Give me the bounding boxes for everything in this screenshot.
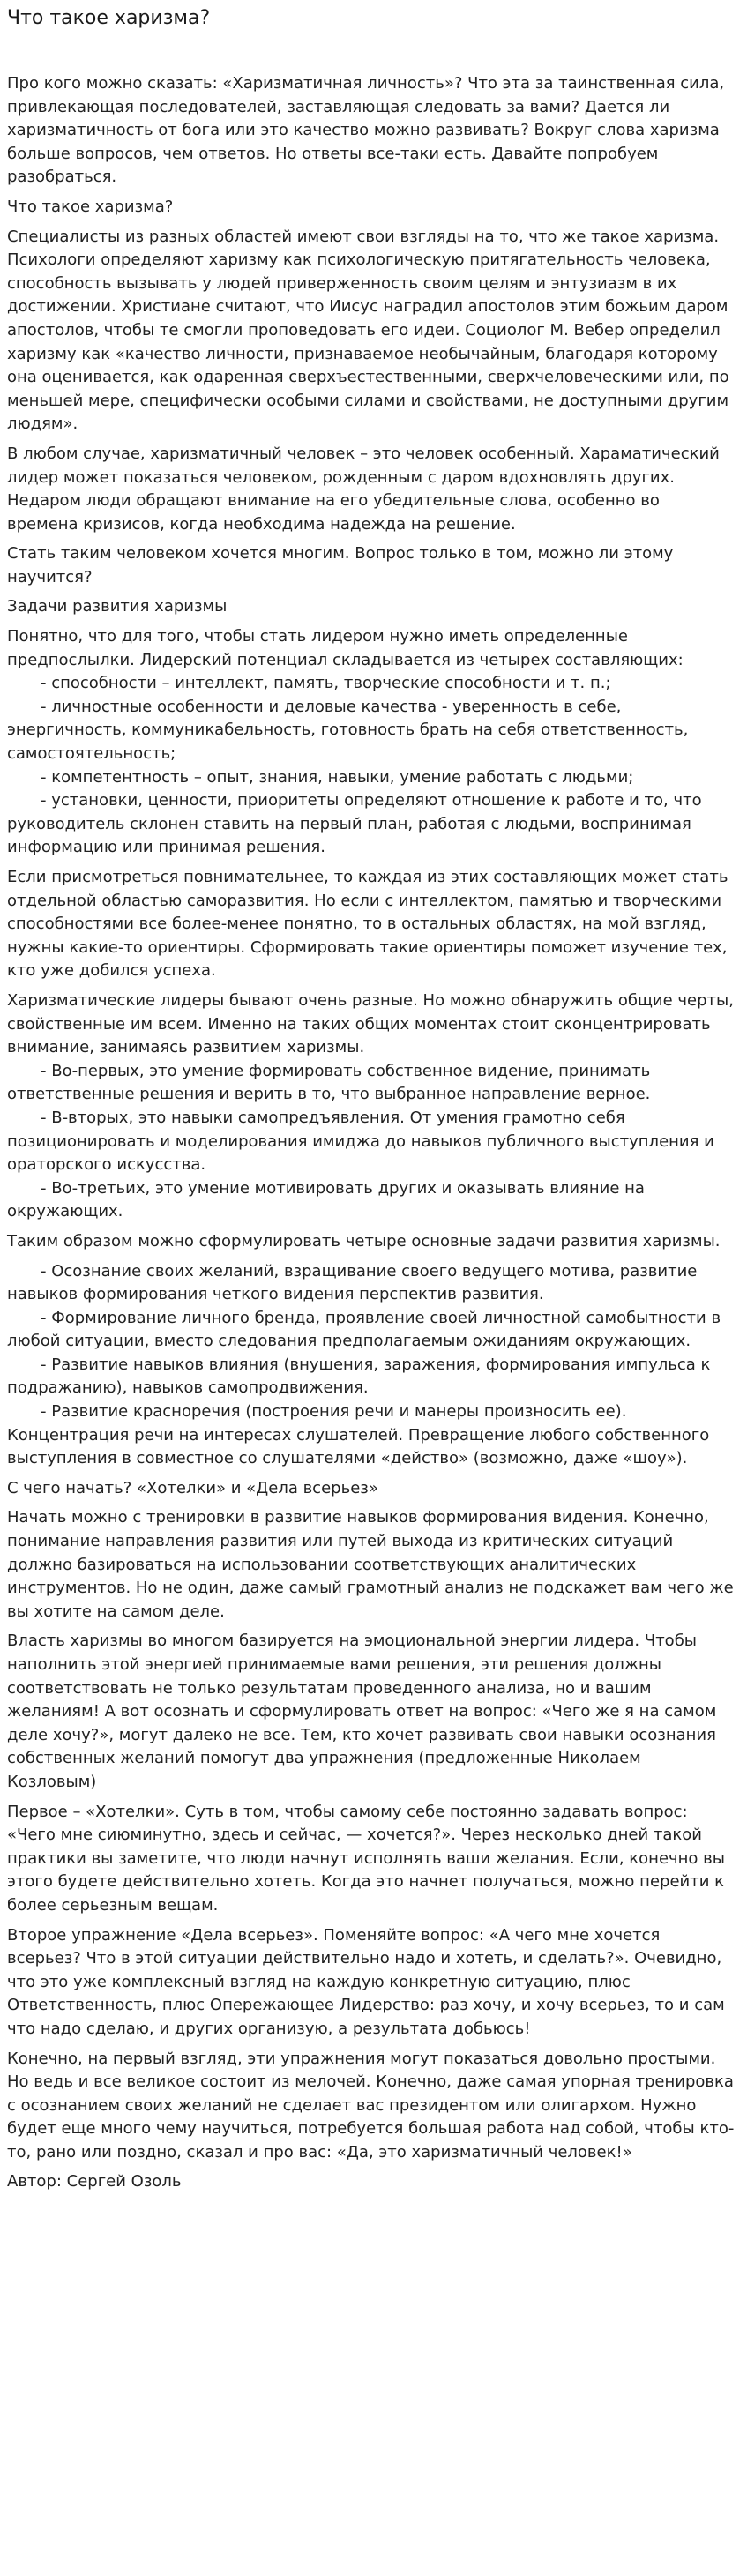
component-item: - способности – интеллект, память, творческие способности и т. п.; bbox=[41, 674, 611, 693]
thus-paragraph: Таким образом можно сформулировать четыре основные задачи развития харизмы. bbox=[7, 1231, 721, 1251]
trait-item: - Во-третьих, это умение мотивировать других и оказывать влияние на окружающих. bbox=[7, 1178, 645, 1221]
task-item: - Формирование личного бренда, проявление своей личностной самобытности в любой ситуации, вместо следования предполагаемым ожиданиям окружающих. bbox=[7, 1308, 721, 1351]
component-item: - компетентность – опыт, знания, навыки, умение работать с людьми; bbox=[41, 767, 634, 787]
component-item: - установки, ценности, приоритеты определяют отношение к работе и то, что руководитель склонен ставить на первый план, работая с людьми, воспринимая информацию или принимая решения. bbox=[7, 791, 702, 857]
first-exercise-paragraph: Первое – «Хотелки». Суть в том, чтобы самому себе постоянно задавать вопрос: «Чего мне сиюминутно, здесь и сейчас, — хочется?». Через несколько дней такой практики вы заметите, что люди начнут исполнять ваши желания. Если, конечно вы этого будете действительно хотеть. Когда это начнет получаться, можно перейти к более серьезным вещам. bbox=[7, 1802, 725, 1915]
article-title: Что такое харизма? bbox=[7, 7, 211, 29]
section-heading-tasks: Задачи развития харизмы bbox=[7, 597, 228, 616]
any-case-paragraph: В любом случае, харизматичный человек – это человек особенный. Хараматический лидер может показаться человеком, рожденным с даром вдохновлять других. Недаром люди обращают внимание на его убедительные слова, особенно во времена кризисов, когда необходима надежда на решение. bbox=[7, 444, 720, 534]
power-paragraph: Власть харизмы во многом базируется на эмоциональной энергии лидера. Чтобы наполнить этой энергией принимаемые вами решения, эти решения должны соответствовать не только результатам проведенного анализа, но и вашим желаниям! А вот осознать и сформулировать ответ на вопрос: «Чего же я на самом деле хочу?», могут далеко не все. Тем, кто хочет развивать свои навыки осознания собственных желаний помогут два упражнения (предложенные Николаем Козловым) bbox=[7, 1631, 717, 1791]
components-block bbox=[7, 625, 735, 860]
trait-item: - В-вторых, это навыки самопредъявления. От умения грамотно себя позиционировать и моделирования имиджа до навыков публичного выступления и ораторского искусства. bbox=[7, 1108, 714, 1175]
author-line: Автор: Сергей Озоль bbox=[7, 2172, 182, 2191]
section-heading-what-is-charisma: Что такое харизма? bbox=[7, 197, 174, 216]
trait-item: - Во-первых, это умение формировать собственное видение, принимать ответственные решения и верить в то, что выбранное направление верное. bbox=[7, 1061, 651, 1104]
components-intro: Понятно, что для того, чтобы стать лидером нужно иметь определенные предпослылки. Лидерский потенциал складывается из четырех составляющих: bbox=[7, 627, 684, 669]
second-exercise-paragraph: Второе упражнение «Дела всерьез». Поменяйте вопрос: «А чего мне хочется всерьез? Что в этой ситуации действительно надо и хотеть, и сделать?». Очевидно, что это уже комплексный взгляд на каждую конкретную ситуацию, плюс Ответственность, плюс Опережающее Лидерство: раз хочу, и хочу всерьез, то и сам что надо сделаю, и других организую, а результата добьюсь! bbox=[7, 1925, 725, 2038]
specialists-paragraph: Специалисты из разных областей имеют свои взгляды на то, что же такое харизма. Психологи определяют харизму как психологическую притягательность человека, способность вызывать у людей приверженность своим целям и энтузиазм в их достижении. Христиане считают, что Иисус наградил апостолов этим божьим даром апостолов, чтобы те смогли проповедовать его идеи. Социолог М. Вебер определил харизму как «качество личности, признаваемое необычайным, благодаря которому она оценивается, как одаренная сверхъестественными, сверхчеловеческими или, по меньшей мере, специфически особыми силами и свойствами, не доступными другим людям». bbox=[7, 227, 729, 434]
conclusion-paragraph: Конечно, на первый взгляд, эти упражнения могут показаться довольно простыми. Но ведь и все великое состоит из мелочей. Конечно, даже самая упорная тренировка с осознанием своих желаний не сделает вас президентом или олигархом. Нужно будет еще много чему научиться, потребуется большая работа над собой, чтобы кто-то, рано или поздно, сказал и про вас: «Да, это харизматичный человек!» bbox=[7, 2049, 735, 2162]
component-item: - личностные особенности и деловые качества - уверенность в себе, энергичность, коммуникабельность, готовность брать на себя ответственность, самостоятельность; bbox=[7, 697, 689, 764]
start-paragraph: Начать можно с тренировки в развитие навыков формирования видения. Конечно, понимание направления развития или путей выхода из критических ситуаций должно базироваться на использовании соответствующих аналитических инструментов. Но не один, даже самый грамотный анализ не подскажет вам чего же вы хотите на самом деле. bbox=[7, 1508, 734, 1621]
task-item: - Развитие красноречия (построения речи и манеры произносить ее). Концентрация речи на интересах слушателей. Превращение любого собственного выступления в совместное со слушателями «действо» (возможно, даже «шоу»). bbox=[7, 1402, 710, 1468]
section-heading-where-to-start: С чего начать? «Хотелки» и «Дела всерьез» bbox=[7, 1478, 378, 1497]
intro-paragraph: Про кого можно сказать: «Харизматичная личность»? Что эта за таинственная сила, привлекающая последователей, заставляющая следовать за вами? Дается ли харизматичность от бога или это качество можно развивать? Вокруг слова харизма больше вопросов, чем ответов. Но ответы все-таки есть. Давайте попробуем разобраться. bbox=[7, 74, 725, 187]
task-item: - Осознание своих желаний, взращивание своего ведущего мотива, развитие навыков формирования четкого видения перспектив развития. bbox=[7, 1261, 698, 1304]
closer-look-paragraph: Если присмотреться повнимательнее, то каждая из этих составляющих может стать отдельной областью саморазвития. Но если с интеллектом, памятью и творческими способностями все более-менее понятно, то в остальных областях, на мой взгляд, нужны какие-то ориентиры. Сформировать такие ориентиры поможет изучение тех, кто уже добился успеха. bbox=[7, 868, 728, 981]
leaders-paragraph: Харизматические лидеры бывают очень разные. Но можно обнаружить общие черты, свойственные им всем. Именно на таких общих моментах стоит сконцентрировать внимание, занимаясь развитием харизмы. bbox=[7, 990, 734, 1057]
task-item: - Развитие навыков влияния (внушения, заражения, формирования импульса к подражанию), навыков самопродвижения. bbox=[7, 1355, 711, 1398]
become-paragraph: Стать таким человеком хочется многим. Вопрос только в том, можно ли этому научится? bbox=[7, 544, 674, 586]
traits-block bbox=[7, 989, 735, 1224]
tasks-block bbox=[7, 1260, 735, 1471]
